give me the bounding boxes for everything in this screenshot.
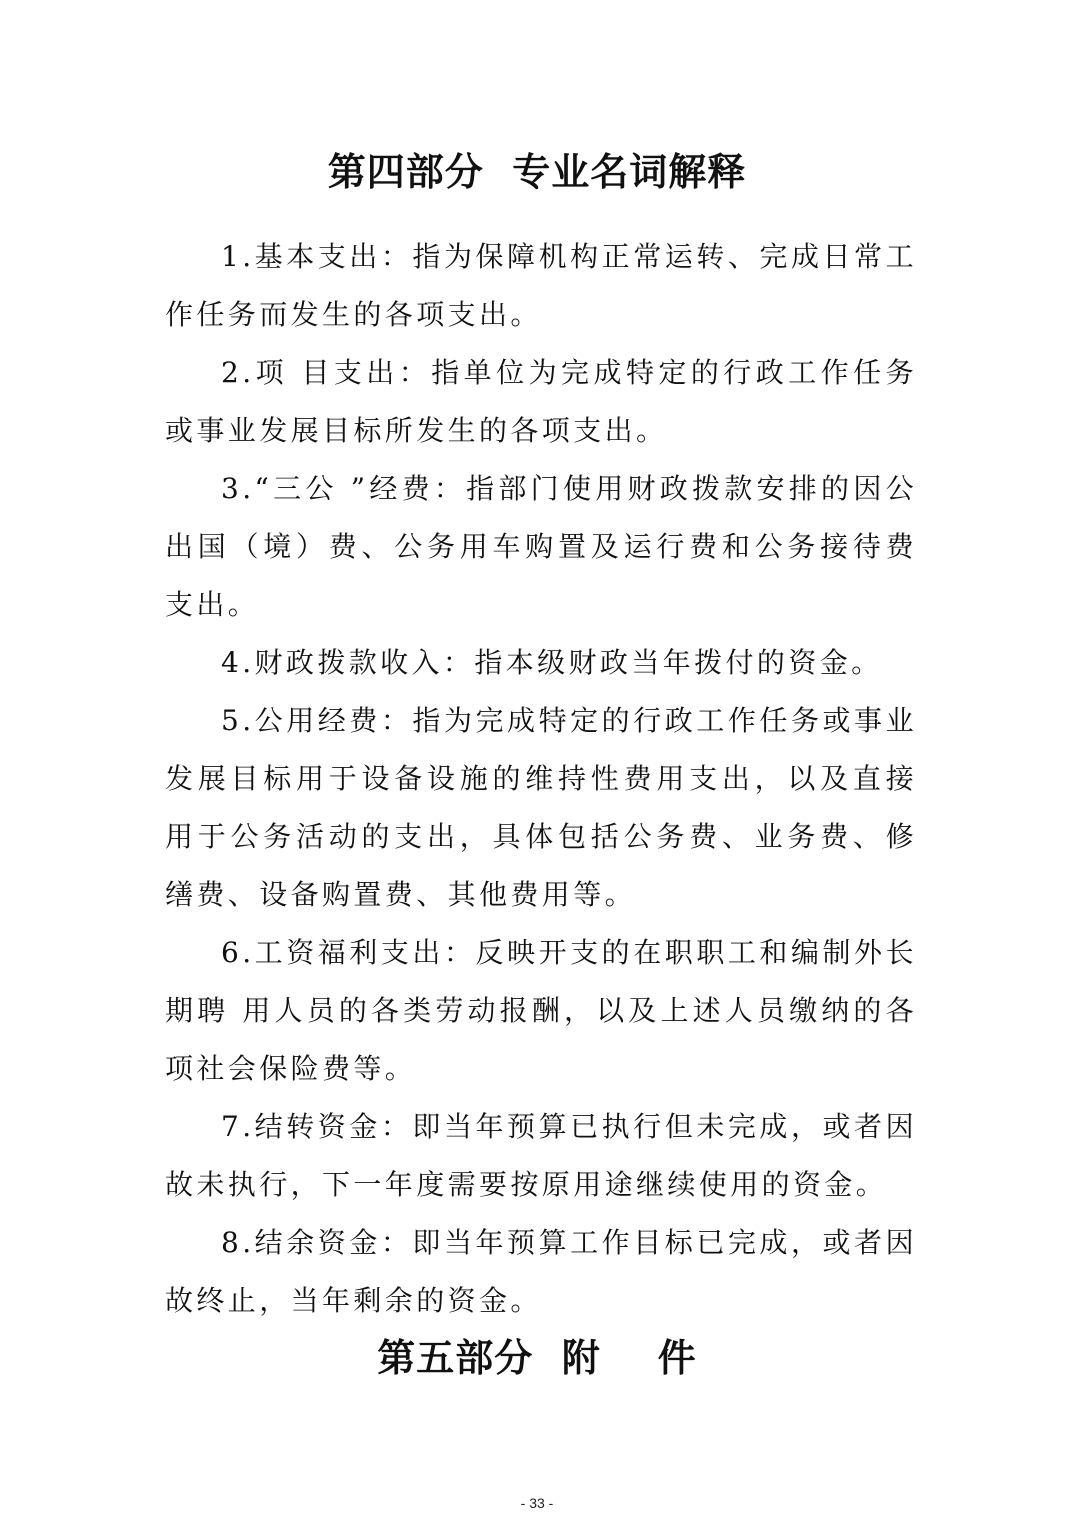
- glossary-item-surplus-funds: 8.结余资金：即当年预算工作目标已完成，或者因故终止，当年剩余的资金。: [165, 1226, 917, 1317]
- glossary-item-public-funds: 5.公用经费：指为完成特定的行政工作任务或事业发展目标用于设备设施的维持性费用支出，以及直接用于公务活动的支出，具体包括公务费、业务费、修缮费、设备购置费、其他费用等。: [165, 704, 917, 911]
- section5-title: 第五部分 附 件: [377, 1336, 697, 1380]
- glossary-item-basic-expenditure: 1.基本支出：指为保障机构正常运转、完成日常工作任务而发生的各项支出。: [165, 240, 917, 331]
- glossary-item-three-public-funds: 3.“三公 ”经费：指部门使用财政拨款安排的因公出国（境）费、公务用车购置及运行费和公务接待费支出。: [165, 472, 917, 621]
- glossary-item-wage-welfare-expenditure: 6.工资福利支出：反映开支的在职职工和编制外长期聘 用人员的各类劳动报酬，以及上述人员缴纳的各项社会保险费等。: [165, 936, 917, 1085]
- section4-title: 第四部分 专业名词解释: [327, 150, 747, 194]
- glossary-item-carryover-funds: 7.结转资金：即当年预算已执行但未完成，或者因故未执行，下一年度需要按原用途继续使用的资金。: [165, 1110, 917, 1201]
- glossary-item-project-expenditure: 2.项 目支出：指单位为完成特定的行政工作任务或事业发展目标所发生的各项支出。: [165, 356, 917, 447]
- glossary-list: [165, 228, 917, 1330]
- page-number: - 33 -: [520, 1495, 554, 1511]
- glossary-item-fiscal-appropriation-income: 4.财政拨款收入：指本级财政当年拨付的资金。: [221, 646, 883, 679]
